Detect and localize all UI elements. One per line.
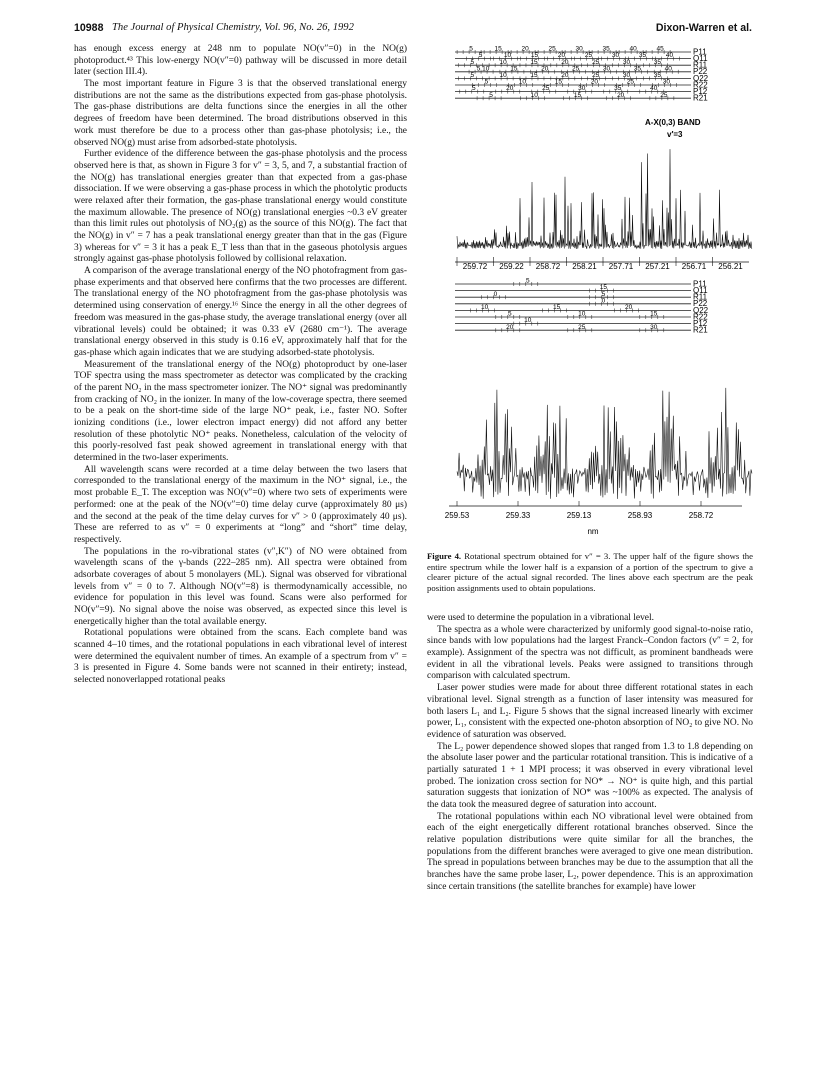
running-authors: Dixon-Warren et al. (655, 22, 752, 34)
branch-label: Q22 (693, 73, 709, 83)
branch-label: P11 (693, 47, 707, 57)
paragraph: has enough excess energy at 248 nm to populate NO(v″=0) in the NO(g) photoproduct.⁴³ This low-energy NO(v″=0) pathway will be discussed in more detail later (section III.4). (74, 44, 407, 78)
top-scale-label: 256.71 (681, 262, 707, 271)
top-assignment-label: 35 (633, 65, 641, 73)
top-assignment-label: 15 (573, 91, 582, 99)
top-scale-label: 256.21 (718, 262, 743, 271)
top-assignment-label: 15 (554, 78, 563, 86)
branch-label: R22 (693, 312, 708, 322)
top-scale-label: 257.71 (608, 262, 634, 271)
branch-label: R11 (693, 292, 708, 302)
branch-label: P22 (693, 299, 708, 309)
branch-label: R11 (693, 60, 708, 70)
top-assignment-label: 5 (478, 52, 483, 60)
paragraph: The L₂ power dependence showed slopes that ranged from 1.3 to 1.8 depending on the absolute laser power and the particular rotational transition. This is indicative of a partially saturated 1 + 1 MPI process; it was observed in every vibrational level probed. The ionization cross section for NO* → NO⁺ is quite high, and this partial saturation suggests that ionization of NO* was ~100% as expected. The analysis of the data took the measured degree of saturation into account. (427, 741, 753, 810)
bottom-axis-label: 259.13 (566, 511, 592, 520)
left-column (74, 44, 407, 687)
top-assignment-label: 20 (590, 78, 599, 86)
top-assignment-label: 35 (614, 85, 622, 93)
bottom-assignment-label: 20 (506, 323, 514, 331)
caption-label: Figure 4. (427, 551, 462, 561)
paragraph: Rotational populations were obtained from the scans. Each complete band was scanned 4–10 times, and the rotational populations in each vibrational level of interest were determined the equivalent number of times. An example of a spectrum from v″ = 3 is presented in Figure 4. Some bands were not scanned in their entirety; instead, selected nonoverlapped rotational peaks (74, 628, 407, 686)
top-assignment-label: 30 (662, 78, 671, 86)
top-assignment-label: 35 (653, 58, 662, 66)
top-assignment-label: 35 (602, 45, 610, 53)
top-assignment-label: 20 (617, 91, 625, 99)
bottom-assignment-label: 15 (599, 284, 608, 292)
bottom-assignment-label: 0 (601, 297, 606, 305)
bottom-assignment-label: 25 (578, 323, 586, 331)
top-assignment-label: 25 (542, 85, 550, 93)
top-assignment-label: 20 (561, 58, 569, 66)
bottom-assignment-label: 30 (650, 323, 658, 331)
top-assignment-label: 10 (530, 91, 538, 99)
bottom-assignment-label: 10 (578, 310, 586, 318)
top-assignment-label: 30 (575, 45, 583, 53)
paragraph: The spectra as a whole were characterized by uniformly good signal-to-noise ratio, since bands with low populations had the largest Franck–Condon factors (v″ = 2, for example). Assignment of the spectra was not difficult, as prominent bandheads were evident in all the vibrational levels. Peaks were assigned to transitions through comparison with calculated spectrum. (427, 624, 753, 682)
top-assignment-label: 20 (506, 85, 514, 93)
figure-caption (427, 551, 753, 594)
paragraph: The populations in the ro-vibrational states (v″,K″) of NO were obtained from wavelength scans of the γ-bands (222–285 nm). All spectra were obtained from adsorbate coverages of about 5 monolayers (ML). Signal was observed for vibrational levels from v″ = 0 to 7. Although NO(v″=8) is thermodynamically accessible, no evidence for population in this level was found. Scans were also performed for NO(v″=9). No signal above the noise was observed, as expected since this level is energetically higher than the total available energy. (74, 546, 407, 627)
spectrum-trace-full (457, 149, 752, 249)
top-assignment-label: 20 (557, 52, 566, 60)
paragraph: Measurement of the translational energy of the NO(g) photoproduct by one-laser TOF spectra using the mass spectrometer as detector was complicated by the cracking of the parent NO₂ in the mass spectrometer ionizer. The NO⁺ signal was predominantly from cracking of NO₂ in the ionizer. In many of the low-coverage spectra, there seemed to be a peak on the short-time side of the large NO⁺ peak, i.e., faster NO. Softer ionizing conditions (i.e., lower electron impact energy) did not afford any better resolution of these photolytic NO⁺ peaks. Nonetheless, calculation of the velocity of this poorly-resolved fast peak showed agreement in translational energy with that determined in the two-laser experiments. (74, 359, 407, 464)
top-assignment-label: 15 (510, 65, 518, 73)
branch-label: Q22 (693, 305, 709, 315)
band-label: A-X(0,3) BAND (645, 118, 701, 127)
vibrational-label: v′=3 (667, 130, 683, 139)
top-assignment-label: 20 (561, 72, 569, 79)
top-assignment-label: 10 (499, 72, 507, 79)
branch-label: P12 (693, 87, 708, 96)
top-assignment-label: 5 (470, 72, 475, 79)
top-assignment-label: 25 (592, 58, 600, 66)
caption-text: Rotational spectrum obtained for v″ = 3. The upper half of the figure shows the entire spectrum while the lower half is a expansion of a portion of the spectrum to give a clearer picture of the actual signal recorded. The lines above each spectrum are the peak position assignments used to obtain populations. (427, 551, 753, 594)
top-assignment-label: 15 (530, 58, 538, 66)
top-scale-label: 259.72 (462, 262, 488, 271)
paragraph: The rotational populations within each NO vibrational level were obtained from each of the eight energetically different rotational branches observed. Since the relative population distributions were quite similar for all the branches, the populations from the different branches were averaged to give one mean distribution. The spread in populations between branches may be due to the assumption that all the branches have the same probe laser, L₂, power dependence. This is an approximation since certain transitions (the satellite branches for example) have lower (427, 811, 753, 892)
branch-label: R22 (693, 80, 708, 90)
top-assignment-label: 45 (656, 45, 664, 53)
branch-label: P11 (693, 279, 707, 289)
top-assignment-label: 5 (484, 78, 489, 86)
top-assignment-label: 20 (541, 65, 549, 73)
right-column (427, 613, 753, 894)
top-assignment-label: 10 (499, 58, 507, 66)
top-assignment-label: 30 (578, 85, 586, 93)
top-scale-label: 259.22 (499, 262, 524, 271)
bottom-assignment-label: 10 (524, 317, 532, 325)
top-assignment-label: 5 (471, 85, 476, 93)
top-assignment-label: 35 (653, 72, 662, 79)
top-assignment-label: 25 (584, 52, 593, 60)
top-assignment-label: 20 (521, 45, 529, 53)
bottom-assignment-label: 5 (525, 277, 530, 285)
journal-title: The Journal of Physical Chemistry, Vol. 96, No. 26, 1992 (112, 22, 354, 33)
top-assignment-label: 10 (503, 52, 512, 60)
page-number: 10988 (74, 22, 104, 34)
bottom-assignment-label: 15 (552, 304, 561, 311)
paragraph: Laser power studies were made for about three different rotational states in each vibrational level. Signal strength as a function of laser intensity was measured for both lasers L₁ and L₂. Figure 5 shows that the signal increased linearly with excimer power, L₁, consistent with the expected one-photon absorption of NO₂ to give NO. No evidence of saturation was observed. (427, 683, 753, 740)
top-assignment-label: 30 (622, 58, 631, 66)
top-assignment-label: 5 (470, 58, 475, 66)
branch-label: R21 (693, 93, 708, 103)
top-assignment-label: 15 (494, 45, 502, 53)
top-assignment-label: 25 (548, 45, 556, 53)
top-assignment-label: 10 (518, 78, 527, 86)
top-assignment-label: 35 (638, 52, 647, 60)
top-assignment-label: 25 (572, 65, 580, 73)
top-assignment-label: 40 (650, 85, 658, 93)
top-assignment-label: 5 (489, 91, 493, 99)
bottom-assignment-label: 15 (650, 310, 658, 318)
paragraph: A comparison of the average translational energy of the NO photofragment from gas-phase experiments and that observed here confirms that the two processes are different. The translational energy of the NO photofragment from the gas-phase photolysis was determined using conservation of energy.¹⁶ Since the energy in all the other degrees of freedom was measured in the gas-phase study, the average translational energy (over all vibrational levels) could be obtained; it was 0.33 eV (2680 cm⁻¹). The average translational energy observed in this study is 0.16 eV, approximately half that for the gas-phase which again indicates that we are studying adsorbed-state photolysis. (74, 266, 407, 358)
spectrum-trace-expanded (457, 388, 752, 499)
branch-label: P22 (693, 67, 708, 77)
bottom-axis-label: 258.72 (688, 511, 714, 520)
bottom-assignment-label: 5 (507, 310, 512, 318)
top-assignment-label: 30 (602, 65, 611, 73)
top-assignment-label: 25 (626, 78, 635, 86)
top-scale-label: 257.21 (645, 262, 670, 271)
bottom-axis-label: 259.53 (444, 511, 470, 520)
bottom-assignment-label: 20 (624, 304, 633, 311)
top-assignment-label: 25 (592, 72, 600, 79)
top-assignment-label: 30 (611, 52, 620, 60)
bottom-assignment-label: 10 (480, 304, 489, 311)
branch-label: P12 (693, 319, 708, 328)
bottom-axis-label: 258.93 (627, 511, 653, 520)
bottom-assignment-label: 5 (601, 290, 606, 298)
paragraph: were used to determine the population in a vibrational level. (427, 613, 654, 623)
branch-label: Q11 (693, 286, 708, 295)
top-assignment-label: 5 (469, 45, 473, 53)
paragraph: The most important feature in Figure 3 is that the observed translational energy distributions are not the same as the distributions expected from gas-phase photolysis. The gas-phase distributions are delta functions since the energies in all the other degrees of freedom have been determined. The broad distributions observed in this work must therefore be due to a process other than gas-phase photolysis; i.e., the observed NO(g) must arise from adsorbed-state photolysis. (74, 79, 407, 148)
bottom-axis-label: 259.33 (505, 511, 531, 520)
branch-label: R21 (693, 325, 708, 335)
bottom-axis-unit: nm (587, 527, 599, 536)
paragraph: Further evidence of the difference between the gas-phase photolysis and the process observed here is that, as shown in Figure 3 for v″ = 3, 5, and 7, a substantial fraction of the NO(g) has translational energies greater than that expected from a gas-phase dissociation. If we were observing a gas-phase process in which the photolytic products were relaxed after their formation, the gas-phase translational energy would constitute the maximum allowable. The presence of NO(g) translational energies ~0.3 eV greater than this limit rules out photolysis of NO₂(g) as the source of this NO(g). The fact that the NO(g) in v″ = 7 has a peak translational energy greater than that in the gas (Figure 3) whereas for v″ = 3 it has a peak E_T less than that in the gaseous photolysis argues strongly against gas-phase photolysis followed by collisional relaxation. (74, 149, 407, 265)
top-assignment-label: 25 (660, 91, 668, 99)
top-assignment-label: 30 (622, 72, 631, 79)
top-assignment-label: 40 (664, 65, 672, 73)
paragraph: All wavelength scans were recorded at a time delay between the two lasers that corresponded to the translational energy of the maximum in the NO⁺ signal, i.e., the most probable E_T. The exception was NO(v″=0) where two sets of experiments were performed: one at the peak of the NO(v″=0) time delay curve (approximately 80 μs) and the second at the peak of the time delay curves for v″ > 0 (approximately 40 μs). These are referred to as v″ = 0 experiments at “long” and “short” time delay, respectively. (74, 464, 407, 545)
top-assignment-label: 5 10 (476, 65, 490, 73)
top-assignment-label: 40 (629, 45, 637, 53)
figure-4-spectrum (427, 44, 753, 544)
top-assignment-label: 15 (530, 52, 539, 60)
top-assignment-label: 15 (530, 72, 538, 79)
top-scale-label: 258.72 (535, 262, 561, 271)
top-scale-label: 258.21 (572, 262, 597, 271)
branch-label: Q11 (693, 54, 708, 63)
page-header (74, 22, 752, 38)
top-assignment-label: 40 (665, 52, 674, 60)
bottom-assignment-label: 0 (493, 290, 498, 298)
